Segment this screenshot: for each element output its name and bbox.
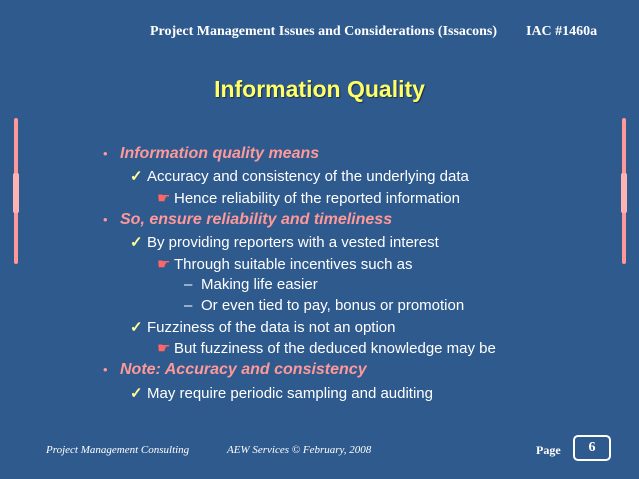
bullet-level-4 (184, 297, 464, 314)
bullet-level-2 (130, 167, 469, 185)
bullet-text: But fuzziness of the deduced knowledge may be (174, 340, 496, 357)
checkmark-icon: ✓ (130, 385, 143, 402)
bullet-level-1 (103, 145, 319, 163)
bullet-level-3 (157, 189, 460, 207)
bullet-level-3 (157, 255, 412, 273)
bullet-dot-icon: • (103, 146, 108, 161)
dash-icon: – (184, 276, 193, 293)
bullet-level-2 (130, 384, 433, 402)
page-number-box (573, 435, 611, 461)
bullet-level-4 (184, 276, 318, 293)
slide-title: Information Quality (214, 76, 425, 102)
bullet-text: Accuracy and consistency of the underlying data (147, 168, 469, 185)
pointing-hand-icon: ☛ (157, 340, 171, 357)
footer-company: Project Management Consulting (46, 444, 190, 456)
bullet-level-3 (157, 339, 496, 357)
bullet-text: Fuzziness of the data is not an option (147, 319, 396, 336)
bullet-level-2 (130, 318, 396, 336)
pointing-hand-icon: ☛ (157, 256, 171, 273)
bullet-text: Through suitable incentives such as (174, 256, 413, 273)
checkmark-icon: ✓ (130, 234, 143, 251)
bullet-text: Hence reliability of the reported information (174, 190, 460, 207)
course-title: Project Management Issues and Considerations (Issacons) (150, 24, 498, 39)
dash-icon: – (184, 297, 193, 314)
page-label: Page (536, 443, 561, 457)
bullet-text: By providing reporters with a vested interest (147, 234, 439, 251)
bullet-text: Information quality means (120, 145, 320, 162)
bullet-dot-icon: • (103, 212, 108, 227)
checkmark-icon: ✓ (130, 319, 143, 336)
bullet-text: May require periodic sampling and auditing (147, 385, 433, 402)
pointing-hand-icon: ☛ (157, 190, 171, 207)
bullet-text: So, ensure reliability and timeliness (120, 211, 393, 228)
bullet-text: Or even tied to pay, bonus or promotion (201, 297, 465, 314)
bullet-level-2 (130, 233, 439, 251)
bullet-dot-icon: • (103, 362, 108, 377)
bullet-text: Note: Accuracy and consistency (120, 361, 367, 378)
bullet-level-1 (103, 361, 367, 379)
checkmark-icon: ✓ (130, 168, 143, 185)
page-number: 6 (588, 440, 596, 455)
bullet-text: Making life easier (201, 276, 318, 293)
course-code: IAC #1460a (526, 24, 598, 39)
footer-copyright: AEW Services © February, 2008 (227, 444, 372, 456)
bullet-level-1 (103, 211, 392, 229)
